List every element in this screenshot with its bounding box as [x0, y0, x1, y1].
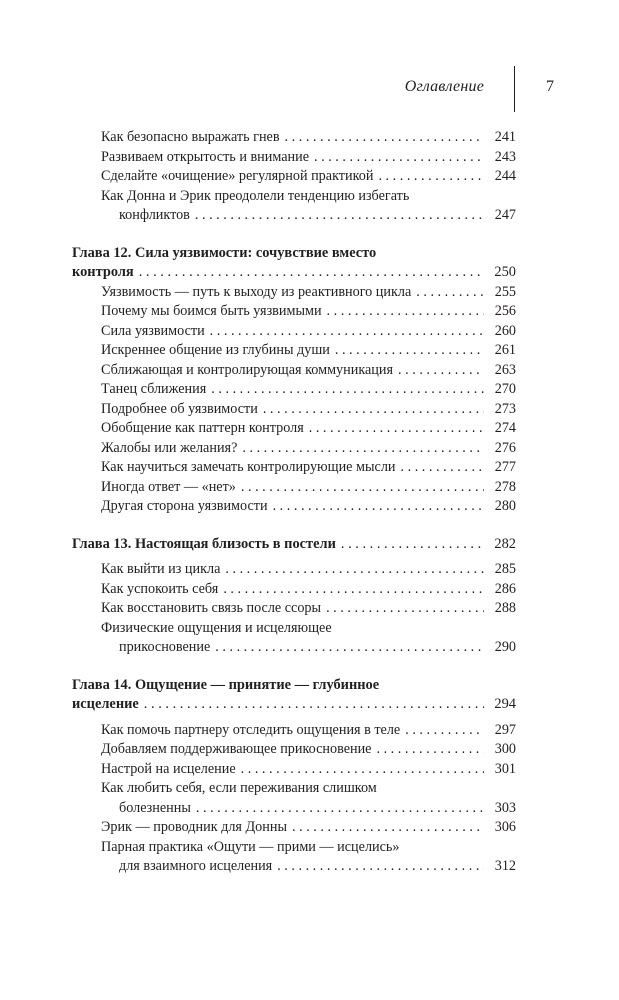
toc-entry[interactable] [72, 341, 516, 361]
toc-entry-page: 243 [494, 148, 516, 165]
chapter-title-line1: Глава 14. Ощущение — принятие — глубинное [72, 676, 380, 693]
dot-leader [273, 497, 484, 517]
dot-leader [277, 857, 484, 877]
dot-leader [341, 535, 484, 555]
chapter-page: 294 [494, 696, 516, 712]
toc-chapter-14[interactable] [72, 676, 516, 715]
dot-leader [285, 128, 484, 148]
chapter-title: Глава 13. Настоящая близость в постели [72, 535, 336, 552]
toc-entry[interactable] [72, 721, 516, 741]
toc-entry-title: Почему мы боимся быть уязвимыми [101, 303, 322, 319]
toc-entry[interactable] [72, 400, 516, 420]
dot-leader [195, 206, 484, 226]
toc-entry-title: Как восстановить связь после ссоры [101, 600, 322, 616]
dot-leader [144, 695, 484, 715]
toc-entry-title: Жалобы или желания? [101, 439, 238, 456]
toc-entry-page: 260 [494, 322, 516, 339]
toc-entry-page: 301 [494, 760, 516, 777]
spacer [72, 658, 516, 676]
toc-entry[interactable] [72, 560, 516, 580]
dot-leader [210, 322, 484, 342]
toc-entry[interactable] [72, 148, 516, 168]
chapter-title-line2: исцеление [72, 696, 139, 712]
dot-leader [405, 721, 484, 741]
dot-leader [398, 361, 484, 381]
dot-leader [292, 818, 484, 838]
toc-entry[interactable] [72, 167, 516, 187]
toc-entry[interactable] [72, 187, 516, 226]
dot-leader [223, 580, 484, 600]
toc-entry-title-line1: Физические ощущения и исцеляющее [101, 619, 332, 636]
dot-leader [326, 599, 484, 619]
toc-chapter-13[interactable] [72, 535, 516, 555]
toc-entry-page: 244 [494, 168, 516, 184]
toc-entry-page: 286 [494, 580, 516, 597]
dot-leader [242, 439, 484, 459]
toc-entry-title: Сближающая и контролирующая коммуникация [101, 361, 394, 378]
chapter-page: 250 [494, 264, 516, 280]
toc-entry-title: Сила уязвимости [101, 322, 205, 339]
toc-entry-title: Как помочь партнеру отследить ощущения в теле [101, 721, 401, 738]
toc-entry-title-line2: конфликтов [119, 207, 190, 223]
toc-entry-page: 306 [494, 819, 516, 835]
chapter-title-line2: контроля [72, 264, 134, 280]
chapter-page: 282 [494, 535, 516, 552]
dot-leader [416, 283, 484, 303]
toc-entry[interactable] [72, 361, 516, 381]
running-head-title: Оглавление [404, 78, 484, 95]
toc-entry-page: 255 [494, 283, 516, 300]
toc-entry-page: 277 [494, 459, 516, 475]
dot-leader [376, 740, 484, 760]
toc-entry-title: Подробнее об уязвимости [101, 400, 258, 417]
dot-leader [139, 263, 484, 283]
spacer [72, 226, 516, 244]
dot-leader [225, 560, 484, 580]
dot-leader [314, 148, 484, 168]
toc-entry-title: Развиваем открытость и внимание [101, 148, 309, 165]
toc-entry-page: 274 [494, 420, 516, 436]
toc-entry-page: 261 [494, 342, 516, 358]
toc-entry-page: 297 [494, 721, 516, 738]
toc-entry[interactable] [72, 128, 516, 148]
toc-entry-title: Как успокоить себя [101, 580, 219, 597]
toc-entry[interactable] [72, 419, 516, 439]
toc-entry[interactable] [72, 478, 516, 498]
toc-entry-page: 300 [494, 741, 516, 757]
toc-entry-page: 263 [494, 361, 516, 378]
dot-leader [309, 419, 484, 439]
toc-entry[interactable] [72, 380, 516, 400]
toc-entry-title-line2: прикосновение [119, 639, 211, 655]
toc-entry-page: 273 [494, 400, 516, 417]
toc-entry[interactable] [72, 838, 516, 877]
toc-entry-page: 278 [494, 478, 516, 495]
chapter-title-line1: Глава 12. Сила уязвимости: сочувствие вместо [72, 244, 377, 261]
dot-leader [241, 478, 484, 498]
toc-entry[interactable] [72, 497, 516, 517]
dot-leader [211, 380, 484, 400]
toc-entry-page: 303 [494, 799, 516, 816]
toc-entry[interactable] [72, 458, 516, 478]
toc-entry-title-line1: Как Донна и Эрик преодолели тенденцию избегать [101, 187, 410, 204]
toc-entry-title: Уязвимость — путь к выходу из реактивного цикла [101, 283, 412, 300]
dot-leader [401, 458, 485, 478]
toc-entry-title: Эрик — проводник для Донны [101, 819, 287, 835]
toc-entry-title: Обобщение как паттерн контроля [101, 420, 304, 436]
toc-entry-page: 256 [494, 303, 516, 319]
toc-entry-page: 290 [494, 639, 516, 655]
toc-chapter-12[interactable] [72, 244, 516, 283]
toc-entry-title: Сделайте «очищение» регулярной практикой [101, 168, 374, 184]
toc-entry[interactable] [72, 283, 516, 303]
running-header [0, 0, 619, 120]
toc-entry-page: 276 [494, 439, 516, 456]
toc-entry-title: Другая сторона уязвимости [101, 498, 268, 514]
dot-leader [241, 760, 484, 780]
toc-entry-title: Как безопасно выражать гнев [101, 129, 280, 145]
toc-entry-title: Добавляем поддерживающее прикосновение [101, 741, 372, 757]
toc-entry-page: 247 [494, 207, 516, 223]
toc-entry-title: Как выйти из цикла [101, 561, 221, 577]
toc-entry-title: Настрой на исцеление [101, 760, 236, 777]
toc-entry[interactable] [72, 760, 516, 780]
dot-leader [335, 341, 484, 361]
table-of-contents [72, 128, 516, 877]
toc-entry[interactable] [72, 818, 516, 838]
toc-entry-title-line1: Как любить себя, если переживания слишком [101, 780, 377, 796]
toc-entry[interactable] [72, 599, 516, 619]
toc-entry-title: Как научиться замечать контролирующие мысли [101, 459, 396, 475]
toc-entry[interactable] [72, 439, 516, 459]
toc-entry-title-line1: Парная практика «Ощути — прими — исцелись» [101, 838, 400, 855]
toc-entry-title: Иногда ответ — «нет» [101, 478, 236, 495]
toc-entry[interactable] [72, 779, 516, 818]
toc-entry-title: Танец сближения [101, 381, 207, 397]
toc-entry[interactable] [72, 740, 516, 760]
toc-entry[interactable] [72, 322, 516, 342]
dot-leader [196, 799, 484, 819]
dot-leader [263, 400, 484, 420]
toc-entry-page: 285 [494, 561, 516, 577]
toc-entry-page: 241 [494, 129, 516, 145]
toc-entry-title-line2: болезненны [119, 799, 191, 816]
dot-leader [215, 638, 484, 658]
header-divider [514, 66, 515, 112]
page-number: 7 [546, 78, 554, 95]
toc-entry-title: Искреннее общение из глубины души [101, 342, 330, 358]
dot-leader [378, 167, 484, 187]
toc-entry[interactable] [72, 580, 516, 600]
toc-entry-title-line2: для взаимного исцеления [119, 858, 273, 874]
toc-entry[interactable] [72, 302, 516, 322]
spacer [72, 517, 516, 535]
toc-entry-page: 312 [494, 858, 516, 874]
dot-leader [327, 302, 484, 322]
toc-entry-page: 270 [494, 381, 516, 397]
toc-entry-page: 288 [494, 600, 516, 616]
toc-entry[interactable] [72, 619, 516, 658]
toc-entry-page: 280 [494, 498, 516, 514]
